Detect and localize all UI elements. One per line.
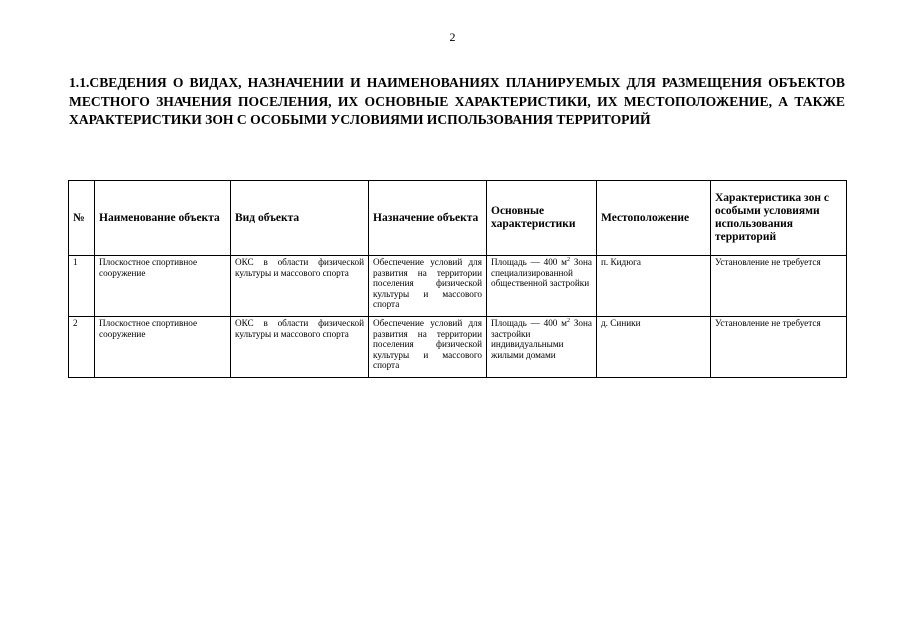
header-object-type: Вид объекта [231,181,369,256]
table-row [69,256,847,317]
object-name: Плоскостное спортивное сооружение [95,256,231,317]
planned-objects-table [68,180,847,378]
main-characteristics [487,256,597,317]
object-name: Плоскостное спортивное сооружение [95,317,231,378]
header-location: Местоположение [597,181,711,256]
header-object-name: Наименование объекта [95,181,231,256]
row-number: 2 [69,317,95,378]
row-number: 1 [69,256,95,317]
section-heading: 1.1.СВЕДЕНИЯ О ВИДАХ, НАЗНАЧЕНИИ И НАИМЕНОВАНИЯХ ПЛАНИРУЕМЫХ ДЛЯ РАЗМЕЩЕНИЯ ОБЪЕКТОВ МЕСТНОГО ЗНАЧЕНИЯ ПОСЕЛЕНИЯ, ИХ ОСНОВНЫЕ ХАРАКТЕРИСТИКИ, ИХ МЕСТОПОЛОЖЕНИЕ, А ТАКЖЕ ХАРАКТЕРИСТИКИ ЗОН С ОСОБЫМИ УСЛОВИЯМИ ИСПОЛЬЗОВАНИЯ ТЕРРИТОРИЙ [69,75,845,127]
page-number: 2 [449,30,456,44]
object-type: ОКС в области физической культуры и массового спорта [231,317,369,378]
special-zones-value: Установление не требуется [711,256,847,317]
zone-value: Зона застройки индивидуальными жилыми домами [491,318,592,360]
object-purpose: Обеспечение условий для развития на территории поселения физической культуры и массового спорта [369,256,487,317]
area-unit-superscript: 2 [567,317,570,324]
object-purpose: Обеспечение условий для развития на территории поселения физической культуры и массового спорта [369,317,487,378]
header-object-purpose: Назначение объекта [369,181,487,256]
main-characteristics [487,317,597,378]
area-unit-superscript: 2 [567,256,570,263]
area-value: Площадь — 400 м [491,318,567,328]
zone-value: Зона специализированной общественной застройки [491,257,592,289]
object-location: п. Кидюга [597,256,711,317]
special-zones-value: Установление не требуется [711,317,847,378]
area-value: Площадь — 400 м [491,257,567,267]
object-type: ОКС в области физической культуры и массового спорта [231,256,369,317]
header-special-zones: Характеристика зон с особыми условиями использования территорий [711,181,847,256]
header-number: № [69,181,95,256]
table-row [69,317,847,378]
header-main-characteristics: Основные характеристики [487,181,597,256]
object-location: д. Синики [597,317,711,378]
table-header-row [69,181,847,256]
